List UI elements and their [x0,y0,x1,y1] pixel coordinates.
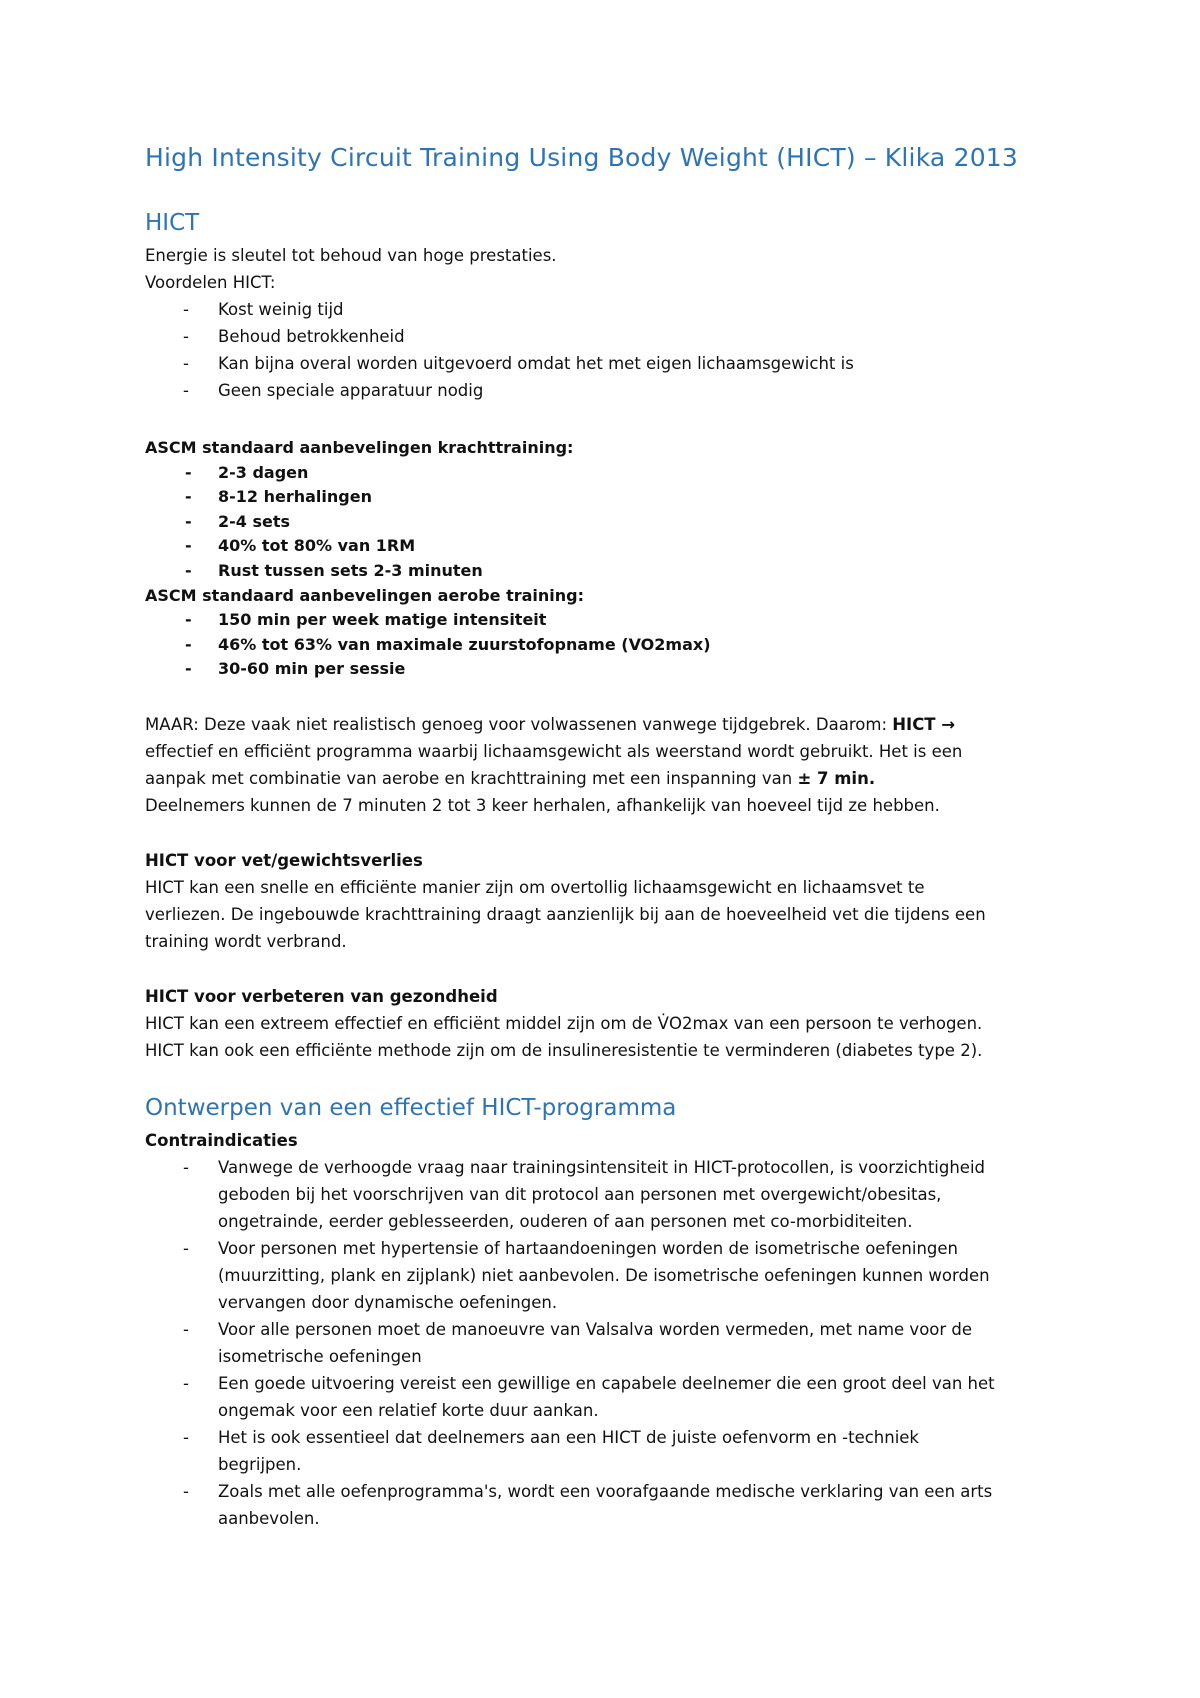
benefits-label: Voordelen HICT: [145,273,276,292]
list-item: - Rust tussen sets 2-3 minuten [145,559,1075,584]
dash-bullet: - [183,1482,189,1501]
paragraph-line: verliezen. De ingebouwde krachttraining draagt aanzienlijk bij aan de hoeveelheid vet die tijdens een [145,905,986,924]
dash-bullet: - [183,1158,189,1177]
strength-list [145,461,1075,584]
dash-bullet: - [185,462,192,482]
dash-bullet: - [185,634,192,654]
intro-text: Energie is sleutel tot behoud van hoge prestaties. [145,246,557,265]
fat-loss-section [145,847,1075,955]
aerobic-list [145,608,1075,682]
dash-bullet: - [183,327,189,346]
section-heading-hict: HICT [145,210,200,236]
benefits-list [145,296,1075,404]
contraindications-section [145,1127,1075,1532]
paragraph-line: training wordt verbrand. [145,932,347,951]
list-item: - Het is ook essentieel dat deelnemers aan een HICT de juiste oefenvorm en -techniek begrijpen. [145,1424,1075,1478]
contraindications-heading: Contraindicaties [145,1131,298,1150]
dash-bullet: - [185,610,192,630]
dash-bullet: - [185,487,192,507]
document-title: High Intensity Circuit Training Using Body Weight (HICT) – Klika 2013 [145,143,1019,172]
maar-line: MAAR: Deze vaak niet realistisch genoeg voor volwassenen vanwege tijdgebrek. Daarom: HICT → [145,715,956,734]
list-item: - 8-12 herhalingen [145,485,1075,510]
list-item: - Behoud betrokkenheid [145,323,1075,350]
contraindications-list [145,1154,1075,1532]
list-item: - Vanwege de verhoogde vraag naar trainingsintensiteit in HICT-protocollen, is voorzichtigheid geboden bij het voorschrijven van dit protocol aan personen met overgewicht/obesitas, ongetrainde, eerder geblesseerden, ouderen of aan personen met co-morbiditeiten. [145,1154,1075,1235]
list-item: - Voor alle personen moet de manoeuvre van Valsalva worden vermeden, met name voor de isometrische oefeningen [145,1316,1075,1370]
dash-bullet: - [183,1239,189,1258]
hict-intro-block [145,242,1075,404]
paragraph-line: HICT kan een extreem effectief en efficiënt middel zijn om de V̇O2max van een persoon te verhogen. [145,1014,983,1033]
ascm-recommendations-block [145,436,1075,682]
strength-label: ASCM standaard aanbevelingen krachttraining: [145,438,574,457]
dash-bullet: - [183,1428,189,1447]
dash-bullet: - [185,536,192,556]
list-item: - Voor personen met hypertensie of hartaandoeningen worden de isometrische oefeningen (muurzitting, plank en zijplank) niet aanbevolen. De isometrische oefeningen kunnen worden vervangen door dynamische oefeningen. [145,1235,1075,1316]
section-heading-design: Ontwerpen van een effectief HICT-programma [145,1095,677,1121]
aerobic-label: ASCM standaard aanbevelingen aerobe training: [145,585,584,605]
maar-line: effectief en efficiënt programma waarbij lichaamsgewicht als weerstand wordt gebruikt. Het is een [145,742,963,761]
dash-bullet: - [185,511,192,531]
dash-bullet: - [183,354,189,373]
fat-loss-heading: HICT voor vet/gewichtsverlies [145,851,423,870]
list-item: - 30-60 min per sessie [145,657,1075,682]
list-item: - Een goede uitvoering vereist een gewillige en capabele deelnemer die een groot deel van het ongemak voor een relatief korte duur aankan. [145,1370,1075,1424]
maar-line: aanpak met combinatie van aerobe en krachttraining met een inspanning van ± 7 min. [145,769,876,788]
maar-line: Deelnemers kunnen de 7 minuten 2 tot 3 keer herhalen, afhankelijk van hoeveel tijd ze hebben. [145,796,940,815]
dash-bullet: - [185,560,192,580]
list-item: - Kan bijna overal worden uitgevoerd omdat het met eigen lichaamsgewicht is [145,350,1075,377]
list-item: - 2-4 sets [145,510,1075,535]
list-item: - 150 min per week matige intensiteit [145,608,1075,633]
health-heading: HICT voor verbeteren van gezondheid [145,987,498,1006]
dash-bullet: - [183,1320,189,1339]
maar-paragraph [145,711,1075,819]
list-item: - Kost weinig tijd [145,296,1075,323]
dash-bullet: - [183,1374,189,1393]
dash-bullet: - [183,300,189,319]
dash-bullet: - [183,381,189,400]
list-item: - 40% tot 80% van 1RM [145,534,1075,559]
dash-bullet: - [185,659,192,679]
paragraph-line: HICT kan ook een efficiënte methode zijn om de insulineresistentie te verminderen (diabetes type 2). [145,1041,983,1060]
list-item: - 2-3 dagen [145,461,1075,486]
list-item: - 46% tot 63% van maximale zuurstofopname (VO2max) [145,633,1075,658]
list-item: - Zoals met alle oefenprogramma's, wordt een voorafgaande medische verklaring van een arts aanbevolen. [145,1478,1075,1532]
list-item: - Geen speciale apparatuur nodig [145,377,1075,404]
paragraph-line: HICT kan een snelle en efficiënte manier zijn om overtollig lichaamsgewicht en lichaamsvet te [145,878,925,897]
health-section [145,983,1075,1064]
